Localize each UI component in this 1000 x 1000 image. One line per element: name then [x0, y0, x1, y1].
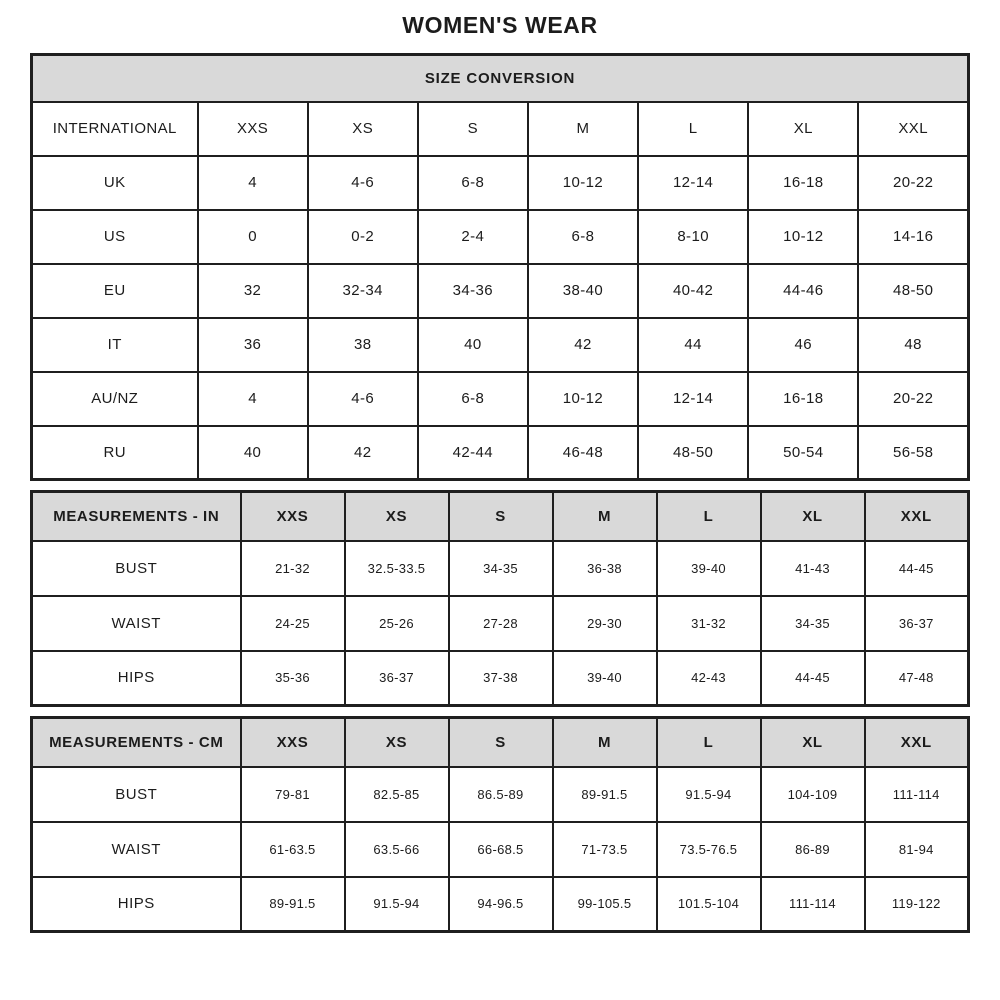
measurements-cm-header-row [32, 718, 969, 767]
conv-cell-it-xs: 38 [308, 318, 418, 372]
conv-cell-international-xxl: XXL [858, 102, 968, 156]
conv-cell-it-xl: 46 [748, 318, 858, 372]
conv-cell-eu-s: 34-36 [418, 264, 528, 318]
conv-row-au-nz [32, 372, 969, 426]
measurements-in-cell-bust-xs: 32.5-33.5 [345, 541, 449, 596]
measurements-cm-row-bust [32, 767, 969, 822]
measurements-cm-size-header-xxs: XXS [241, 718, 345, 767]
conv-row-label-us: US [32, 210, 198, 264]
measurements-in-size-header-s: S [449, 492, 553, 541]
conv-cell-international-xl: XL [748, 102, 858, 156]
measurements-cm-cell-waist-xxs: 61-63.5 [241, 822, 345, 877]
conv-cell-us-m: 6-8 [528, 210, 638, 264]
conv-cell-international-s: S [418, 102, 528, 156]
measurements-in-row-label-bust: BUST [32, 541, 241, 596]
measurements-cm-cell-bust-l: 91.5-94 [657, 767, 761, 822]
conv-cell-au-nz-m: 10-12 [528, 372, 638, 426]
conv-cell-it-l: 44 [638, 318, 748, 372]
conv-cell-us-xs: 0-2 [308, 210, 418, 264]
measurements-cm-row-label-hips: HIPS [32, 877, 241, 932]
conv-cell-eu-xl: 44-46 [748, 264, 858, 318]
measurements-cm-size-header-s: S [449, 718, 553, 767]
measurements-cm-cell-waist-l: 73.5-76.5 [657, 822, 761, 877]
conv-cell-uk-xl: 16-18 [748, 156, 858, 210]
conv-cell-au-nz-l: 12-14 [638, 372, 748, 426]
measurements-in-cell-bust-xxs: 21-32 [241, 541, 345, 596]
conv-cell-au-nz-xxl: 20-22 [858, 372, 968, 426]
measurements-in-cell-bust-l: 39-40 [657, 541, 761, 596]
conv-cell-au-nz-xs: 4-6 [308, 372, 418, 426]
size-conversion-header-row [32, 55, 969, 102]
measurements-in-cell-waist-xl: 34-35 [761, 596, 865, 651]
conv-cell-us-s: 2-4 [418, 210, 528, 264]
measurements-in-row-waist [32, 596, 969, 651]
size-conversion-table [30, 53, 970, 481]
measurements-cm-row-hips [32, 877, 969, 932]
measurements-in-cell-hips-xxs: 35-36 [241, 651, 345, 706]
conv-row-us [32, 210, 969, 264]
conv-cell-uk-l: 12-14 [638, 156, 748, 210]
measurements-in-cell-hips-xxl: 47-48 [865, 651, 969, 706]
measurements-in-cell-waist-s: 27-28 [449, 596, 553, 651]
measurements-cm-cell-hips-xxs: 89-91.5 [241, 877, 345, 932]
measurements-cm-row-waist [32, 822, 969, 877]
measurements-in-header-row [32, 492, 969, 541]
size-conversion-header: SIZE CONVERSION [32, 55, 969, 102]
measurements-cm-cell-waist-s: 66-68.5 [449, 822, 553, 877]
conv-cell-uk-s: 6-8 [418, 156, 528, 210]
measurements-in-size-header-xl: XL [761, 492, 865, 541]
conv-cell-eu-xxl: 48-50 [858, 264, 968, 318]
measurements-cm-cell-bust-s: 86.5-89 [449, 767, 553, 822]
conv-cell-uk-m: 10-12 [528, 156, 638, 210]
measurements-in-cell-hips-xs: 36-37 [345, 651, 449, 706]
measurements-cm-cell-waist-xxl: 81-94 [865, 822, 969, 877]
conv-row-label-eu: EU [32, 264, 198, 318]
measurements-cm-row-label-waist: WAIST [32, 822, 241, 877]
conv-cell-us-xxs: 0 [198, 210, 308, 264]
conv-cell-international-xxs: XXS [198, 102, 308, 156]
measurements-cm-cell-waist-xs: 63.5-66 [345, 822, 449, 877]
conv-cell-au-nz-s: 6-8 [418, 372, 528, 426]
conv-row-it [32, 318, 969, 372]
measurements-cm-cell-hips-s: 94-96.5 [449, 877, 553, 932]
measurements-cm-cell-waist-m: 71-73.5 [553, 822, 657, 877]
measurements-cm-cell-bust-xs: 82.5-85 [345, 767, 449, 822]
measurements-cm-cell-bust-m: 89-91.5 [553, 767, 657, 822]
conv-cell-ru-xxl: 56-58 [858, 426, 968, 480]
conv-cell-eu-xxs: 32 [198, 264, 308, 318]
measurements-in-cell-hips-xl: 44-45 [761, 651, 865, 706]
measurements-cm-size-header-l: L [657, 718, 761, 767]
conv-cell-it-xxl: 48 [858, 318, 968, 372]
conv-row-label-au-nz: AU/NZ [32, 372, 198, 426]
measurements-in-cell-bust-xl: 41-43 [761, 541, 865, 596]
measurements-in-size-header-m: M [553, 492, 657, 541]
conv-cell-us-xxl: 14-16 [858, 210, 968, 264]
measurements-cm-cell-hips-xxl: 119-122 [865, 877, 969, 932]
conv-cell-ru-xxs: 40 [198, 426, 308, 480]
conv-cell-ru-m: 46-48 [528, 426, 638, 480]
conv-row-ru [32, 426, 969, 480]
conv-cell-uk-xxl: 20-22 [858, 156, 968, 210]
measurements-cm-table-title: MEASUREMENTS - CM [32, 718, 241, 767]
measurements-in-cell-bust-xxl: 44-45 [865, 541, 969, 596]
measurements-in-cell-waist-xs: 25-26 [345, 596, 449, 651]
conv-cell-ru-s: 42-44 [418, 426, 528, 480]
conv-cell-eu-m: 38-40 [528, 264, 638, 318]
measurements-in-row-hips [32, 651, 969, 706]
measurements-cm-size-header-xl: XL [761, 718, 865, 767]
measurements-cm-cell-bust-xxl: 111-114 [865, 767, 969, 822]
conv-cell-international-l: L [638, 102, 748, 156]
measurements-in-cell-hips-s: 37-38 [449, 651, 553, 706]
conv-cell-au-nz-xl: 16-18 [748, 372, 858, 426]
measurements-in-row-label-waist: WAIST [32, 596, 241, 651]
conv-cell-it-xxs: 36 [198, 318, 308, 372]
measurements-cm-size-header-xxl: XXL [865, 718, 969, 767]
measurements-cm-cell-hips-m: 99-105.5 [553, 877, 657, 932]
conv-cell-us-xl: 10-12 [748, 210, 858, 264]
conv-cell-uk-xxs: 4 [198, 156, 308, 210]
measurements-cm-cell-bust-xxs: 79-81 [241, 767, 345, 822]
measurements-in-cell-hips-m: 39-40 [553, 651, 657, 706]
measurements-in-cell-bust-m: 36-38 [553, 541, 657, 596]
conv-row-label-uk: UK [32, 156, 198, 210]
conv-row-label-it: IT [32, 318, 198, 372]
conv-cell-eu-l: 40-42 [638, 264, 748, 318]
conv-cell-us-l: 8-10 [638, 210, 748, 264]
measurements-cm-cell-waist-xl: 86-89 [761, 822, 865, 877]
conv-cell-ru-xs: 42 [308, 426, 418, 480]
conv-cell-ru-l: 48-50 [638, 426, 748, 480]
conv-cell-au-nz-xxs: 4 [198, 372, 308, 426]
conv-cell-international-m: M [528, 102, 638, 156]
conv-row-label-international: INTERNATIONAL [32, 102, 198, 156]
measurements-cm-cell-bust-xl: 104-109 [761, 767, 865, 822]
conv-cell-it-s: 40 [418, 318, 528, 372]
measurements-in-size-header-xxl: XXL [865, 492, 969, 541]
conv-cell-international-xs: XS [308, 102, 418, 156]
measurements-cm-cell-hips-xs: 91.5-94 [345, 877, 449, 932]
measurements-in-cell-waist-xxs: 24-25 [241, 596, 345, 651]
measurements-cm-cell-hips-l: 101.5-104 [657, 877, 761, 932]
conv-row-uk [32, 156, 969, 210]
measurements-cm-table [30, 716, 970, 933]
conv-row-international [32, 102, 969, 156]
measurements-in-cell-hips-l: 42-43 [657, 651, 761, 706]
measurements-in-size-header-l: L [657, 492, 761, 541]
conv-cell-eu-xs: 32-34 [308, 264, 418, 318]
measurements-in-size-header-xxs: XXS [241, 492, 345, 541]
measurements-cm-row-label-bust: BUST [32, 767, 241, 822]
conv-cell-ru-xl: 50-54 [748, 426, 858, 480]
measurements-in-cell-bust-s: 34-35 [449, 541, 553, 596]
measurements-in-table-title: MEASUREMENTS - IN [32, 492, 241, 541]
measurements-cm-size-header-xs: XS [345, 718, 449, 767]
measurements-in-size-header-xs: XS [345, 492, 449, 541]
measurements-in-cell-waist-m: 29-30 [553, 596, 657, 651]
conv-cell-uk-xs: 4-6 [308, 156, 418, 210]
page-title: WOMEN'S WEAR [402, 12, 598, 38]
measurements-in-cell-waist-l: 31-32 [657, 596, 761, 651]
measurements-in-table [30, 490, 970, 707]
conv-cell-it-m: 42 [528, 318, 638, 372]
measurements-cm-size-header-m: M [553, 718, 657, 767]
conv-row-label-ru: RU [32, 426, 198, 480]
conv-row-eu [32, 264, 969, 318]
measurements-cm-cell-hips-xl: 111-114 [761, 877, 865, 932]
measurements-in-row-label-hips: HIPS [32, 651, 241, 706]
measurements-in-cell-waist-xxl: 36-37 [865, 596, 969, 651]
measurements-in-row-bust [32, 541, 969, 596]
